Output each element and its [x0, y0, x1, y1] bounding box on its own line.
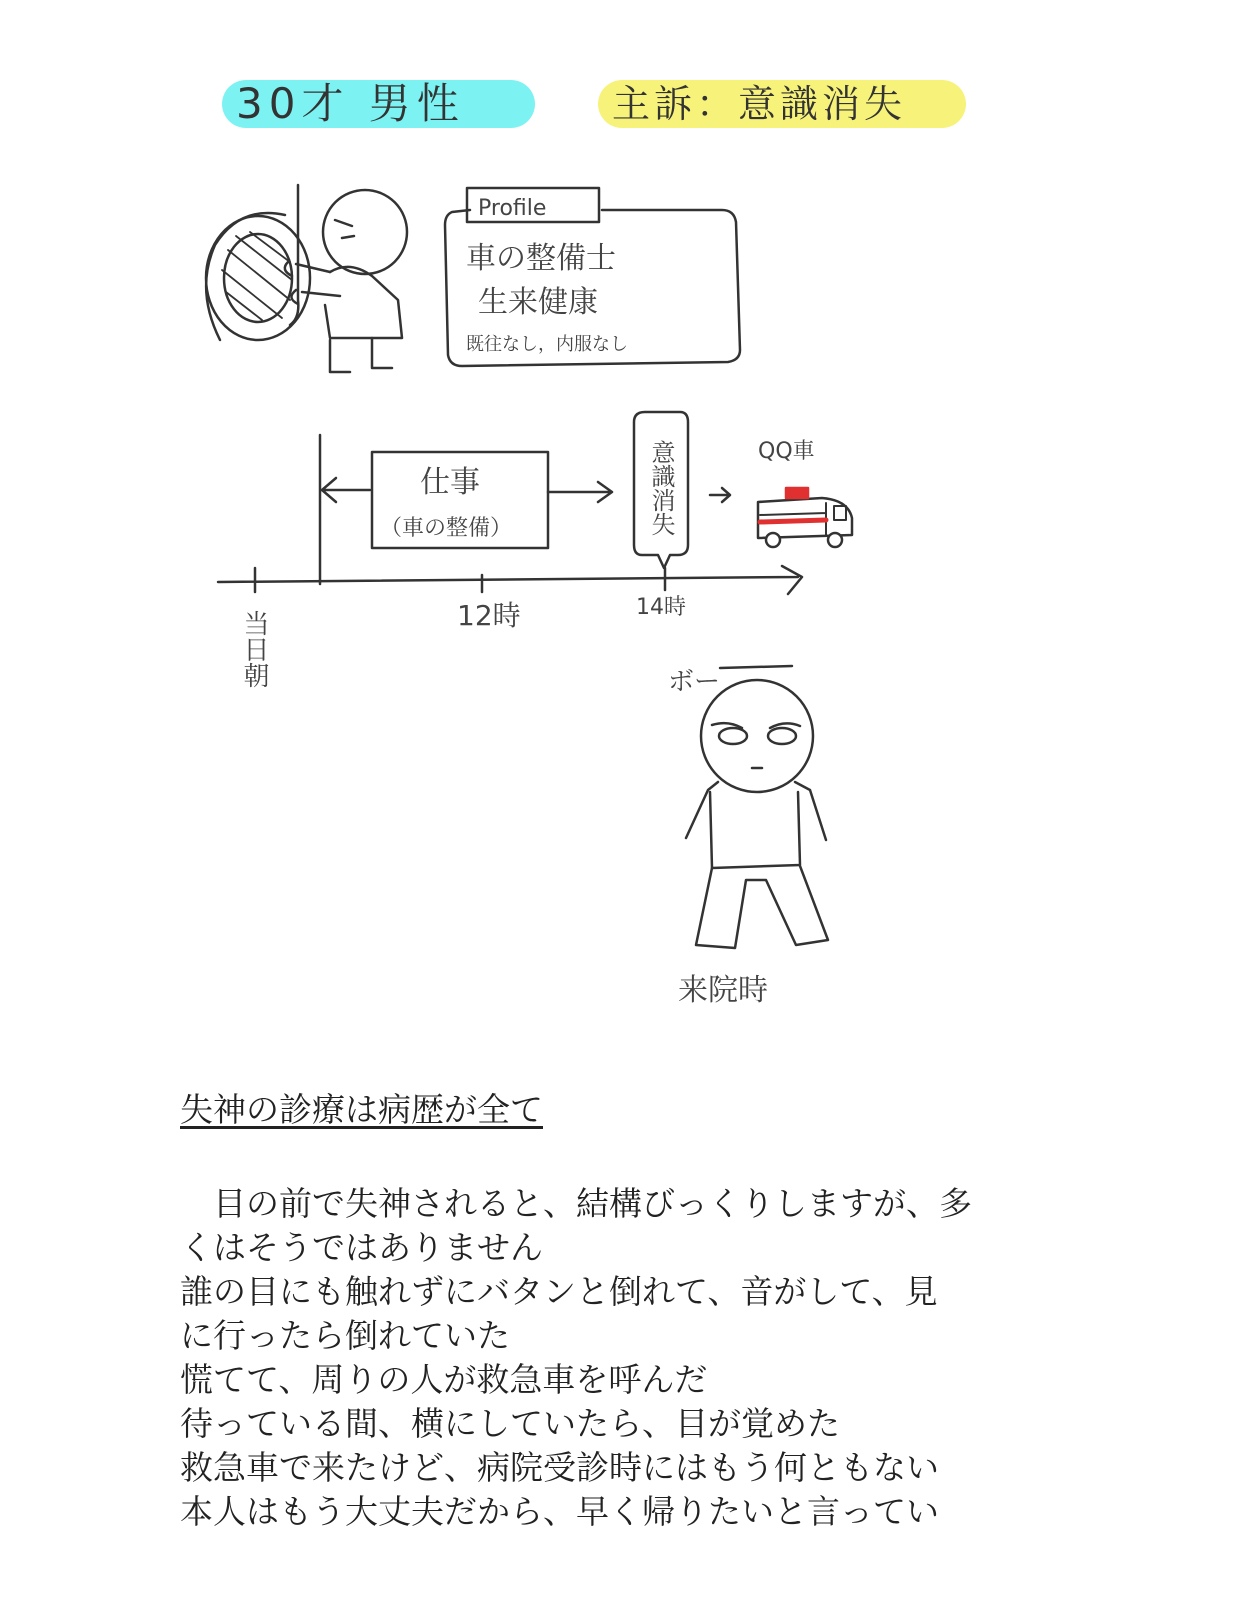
timeline [218, 412, 802, 594]
tick-label-12: 12時 [457, 599, 521, 632]
article-paragraph [180, 1182, 1080, 1534]
text-line: に行ったら倒れていた [180, 1316, 510, 1355]
ambulance-label: QQ車 [758, 439, 815, 464]
tick-label-14: 14時 [636, 595, 686, 620]
tick-label-morning: 当日朝 [239, 610, 269, 688]
ambulance-icon [758, 488, 852, 547]
text-line: 本人はもう大丈夫だから、早く帰りたいと言ってい [180, 1492, 939, 1531]
patient-figure [686, 666, 828, 948]
event-label: 意識消失 [647, 440, 675, 536]
profile-line-3: 既往なし，内服なし [466, 334, 628, 355]
profile-line-2: 生来健康 [478, 285, 598, 320]
mechanic-illustration [206, 185, 407, 372]
article-heading: 失神の診療は病歴が全て [180, 1090, 543, 1129]
text-line: 救急車で来たけど、病院受診時にはもう何ともない [180, 1448, 939, 1487]
work-detail: （車の整備） [380, 516, 513, 541]
work-label: 仕事 [420, 465, 480, 500]
text-line: くはそうではありません [180, 1228, 543, 1267]
figure-caption: 来院時 [678, 973, 768, 1008]
text-line: 誰の目にも触れずにバタンと倒れて、音がして、見 [180, 1272, 938, 1311]
chief-complaint-tag: 主訴：意識消失 [598, 80, 966, 128]
text-line: 慌てて、周りの人が救急車を呼んだ [180, 1360, 708, 1399]
sound-effect: ボー [668, 667, 721, 697]
text-line: 目の前で失神されると、結構びっくりしますが、多 [180, 1184, 972, 1223]
profile-label: Profile [478, 196, 547, 221]
text-line: 待っている間、横にしていたら、目が覚めた [180, 1404, 840, 1443]
profile-line-1: 車の整備士 [466, 241, 616, 276]
article [180, 1090, 1080, 1534]
patient-tag: 30才 男性 [222, 80, 535, 128]
